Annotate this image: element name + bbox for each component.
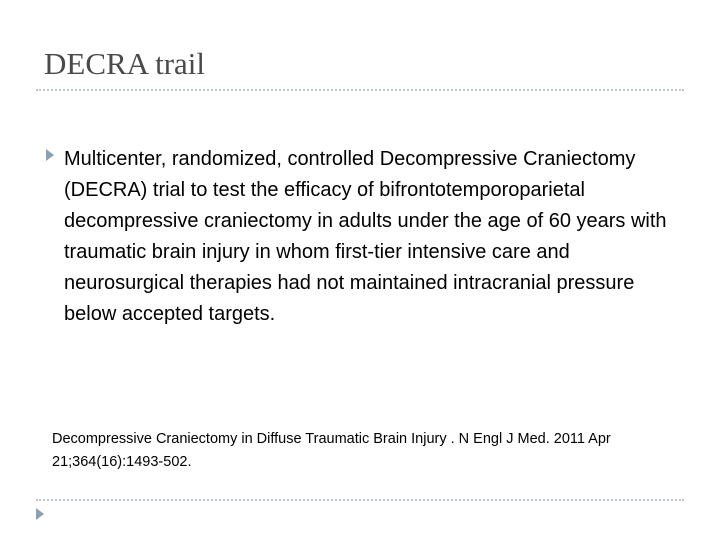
slide-title: DECRA trail bbox=[44, 46, 206, 81]
footer-divider bbox=[36, 499, 684, 501]
title-divider bbox=[36, 89, 684, 91]
bullet-text: Multicenter, randomized, controlled Decompressive Craniectomy (DECRA) trial to test the efficacy of bifrontotemporoparietal decompressive craniectomy in adults under the age of 60 years with traumatic brain injury in whom first-tier intensive care and neurosurgical therapies had not maintained intracranial pressure below accepted targets. bbox=[64, 148, 667, 325]
citation-reference: Decompressive Craniectomy in Diffuse Traumatic Brain Injury . N Engl J Med. 2011 Apr 21;364(16):1493-502. bbox=[52, 431, 611, 470]
next-slide-arrow-icon[interactable] bbox=[36, 508, 44, 520]
triangle-bullet-icon bbox=[46, 149, 54, 161]
